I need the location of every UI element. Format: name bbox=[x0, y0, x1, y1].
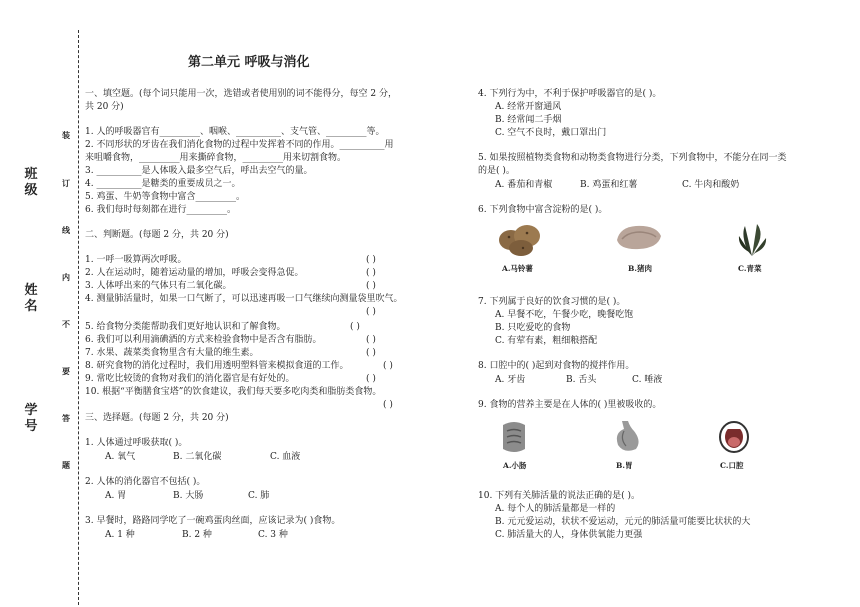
question-line: 7. 水果、蔬菜类食物里含有大量的维生素。 bbox=[85, 348, 259, 358]
question-line: ( ) bbox=[366, 281, 376, 291]
pork-icon bbox=[614, 222, 664, 252]
question-line: 6. 下列食物中富含淀粉的是( )。 bbox=[478, 205, 608, 215]
question-line: C. 有荤有素，粗细粮搭配 bbox=[495, 336, 598, 346]
question-line: 1. 一呼一吸算两次呼吸。 bbox=[85, 255, 187, 265]
question-line: B. 只吃爱吃的食物 bbox=[495, 323, 571, 333]
seal-char: 答 bbox=[62, 413, 70, 423]
question-line: 10. 根据“平衡膳食宝塔”的饮食建议，我们每天要多吃肉类和脂肪类食物。 bbox=[85, 387, 382, 397]
seal-char: 线 bbox=[62, 225, 70, 235]
question-line: B. 鸡蛋和红薯 bbox=[580, 180, 638, 190]
question-line: 4. 测量肺活量时，如果一口气断了，可以迅速再吸一口气继续向测量袋里吹气。 bbox=[85, 294, 403, 304]
question-line: 6. 我们可以利用滴碘酒的方式来检验食物中是否含有脂肪。 bbox=[85, 335, 322, 345]
question-line: 5. 鸡蛋、牛奶等食物中富含_________。 bbox=[85, 192, 245, 202]
question-line: B. 二氧化碳 bbox=[173, 452, 222, 462]
question-line: A. 早餐不吃，午餐少吃，晚餐吃饱 bbox=[495, 310, 634, 320]
question-line: ( ) bbox=[383, 361, 393, 371]
seal-char: 要 bbox=[62, 366, 70, 376]
question-line: B. 大肠 bbox=[173, 491, 204, 501]
question-line: C. 空气不良时，戴口罩出门 bbox=[495, 128, 607, 138]
question-line: C. 肺 bbox=[248, 491, 270, 501]
question-line: 8. 口腔中的( )起到对食物的搅拌作用。 bbox=[478, 361, 635, 371]
question-line: ( ) bbox=[366, 374, 376, 384]
question-line: ( ) bbox=[366, 255, 376, 265]
question-line: 3. __________是人体吸入最多空气后，呼出去空气的量。 bbox=[85, 166, 313, 176]
greens-icon bbox=[735, 220, 769, 258]
question-line: ( ) bbox=[366, 268, 376, 278]
question-line: 三、选择题。(每题 2 分，共 20 分) bbox=[85, 413, 229, 423]
question-line: ( ) bbox=[366, 335, 376, 345]
caption-small-intestine: A.小肠 bbox=[503, 461, 527, 470]
name-label: 姓名 bbox=[24, 283, 38, 314]
question-line: 2. 人体的消化器官不包括( )。 bbox=[85, 477, 206, 487]
caption-mouth: C.口腔 bbox=[720, 461, 744, 470]
caption-stomach: B.胃 bbox=[616, 461, 633, 470]
question-line: 1. 人的呼吸器官有_________、咽喉、__________、支气管、_________等。 bbox=[85, 127, 385, 137]
question-line: 7. 下列属于良好的饮食习惯的是( )。 bbox=[478, 297, 626, 307]
question-line: 9. 食物的营养主要是在人体的( )里被吸收的。 bbox=[478, 400, 662, 410]
seal-char: 订 bbox=[62, 178, 70, 188]
question-line: A. 番茄和青椒 bbox=[495, 180, 553, 190]
question-line: 的是( )。 bbox=[478, 166, 515, 176]
question-line: ( ) bbox=[366, 348, 376, 358]
class-label: 班级 bbox=[24, 167, 38, 198]
question-line: 共 20 分) bbox=[85, 102, 124, 112]
stomach-icon bbox=[612, 419, 642, 455]
question-line: 来咀嚼食物，_________用来撕碎食物，_________用来切割食物。 bbox=[85, 153, 347, 163]
question-line: C. 肺活量大的人，身体供氧能力更强 bbox=[495, 530, 643, 540]
question-line: 5. 如果按照植物类食物和动物类食物进行分类，下列食物中，不能分在同一类 bbox=[478, 153, 787, 163]
question-line: A. 胃 bbox=[105, 491, 127, 501]
question-line: 二、判断题。(每题 2 分，共 20 分) bbox=[85, 230, 229, 240]
caption-pork: B.猪肉 bbox=[628, 264, 652, 273]
question-line: 10. 下列有关肺活量的说法正确的是( )。 bbox=[478, 491, 641, 501]
small-intestine-icon bbox=[499, 419, 529, 455]
question-line: B. 元元爱运动，状状不爱运动，元元的肺活量可能要比状状的大 bbox=[495, 517, 751, 527]
question-line: 4. 下列行为中，不利于保护呼吸器官的是( )。 bbox=[478, 89, 662, 99]
student-id-label: 学号 bbox=[24, 403, 38, 434]
question-line: 5. 给食物分类能帮助我们更好地认识和了解食物。 bbox=[85, 322, 286, 332]
question-line: C. 牛肉和酸奶 bbox=[682, 180, 740, 190]
question-line: B. 2 种 bbox=[182, 530, 212, 540]
question-line: C. 血液 bbox=[270, 452, 301, 462]
question-line: A. 每个人的肺活量都是一样的 bbox=[495, 504, 616, 514]
question-line: A. 1 种 bbox=[105, 530, 135, 540]
potato-icon bbox=[497, 220, 543, 258]
question-line: 9. 常吃比较烫的食物对我们的消化器官是有好处的。 bbox=[85, 374, 295, 384]
question-line: 4. __________是糖类的重要成员之一。 bbox=[85, 179, 241, 189]
question-line: ( ) bbox=[350, 322, 360, 332]
page-title: 第二单元 呼吸与消化 bbox=[188, 55, 310, 70]
question-line: 2. 人在运动时，随着运动量的增加，呼吸会变得急促。 bbox=[85, 268, 304, 278]
question-line: 3. 早餐时，路路同学吃了一碗鸡蛋肉丝面，应该记录为( )食物。 bbox=[85, 516, 341, 526]
question-line: C. 3 种 bbox=[258, 530, 288, 540]
seal-char: 内 bbox=[62, 272, 70, 282]
question-line: ( ) bbox=[366, 307, 376, 317]
seal-char: 不 bbox=[62, 319, 70, 329]
question-line: A. 牙齿 bbox=[495, 375, 526, 385]
seal-char: 题 bbox=[62, 460, 70, 470]
question-line: 3. 人体呼出来的气体只有二氧化碳。 bbox=[85, 281, 232, 291]
seal-char: 装 bbox=[62, 130, 70, 140]
caption-greens: C.青菜 bbox=[738, 264, 762, 273]
caption-potato: A.马铃薯 bbox=[502, 264, 533, 273]
question-line: A. 经常开窗通风 bbox=[495, 102, 562, 112]
mouth-icon bbox=[718, 420, 750, 454]
question-line: B. 经常闻二手烟 bbox=[495, 115, 562, 125]
question-line: 2. 不同形状的牙齿在我们消化食物的过程中发挥着不同的作用。__________用 bbox=[85, 140, 394, 150]
question-line: A. 氧气 bbox=[105, 452, 136, 462]
binding-dashed-line bbox=[78, 30, 79, 605]
question-line: 8. 研究食物的消化过程时，我们用透明塑料管来模拟食道的工作。 bbox=[85, 361, 349, 371]
question-line: 一、填空题。(每个词只能用一次，选错或者使用别的词不能得分，每空 2 分， bbox=[85, 89, 397, 99]
question-line: B. 舌头 bbox=[566, 375, 597, 385]
question-line: ( ) bbox=[383, 400, 393, 410]
question-line: 1. 人体通过呼吸获取( )。 bbox=[85, 438, 188, 448]
question-line: 6. 我们每时每刻都在进行_________。 bbox=[85, 205, 236, 215]
question-line: C. 唾液 bbox=[632, 375, 663, 385]
